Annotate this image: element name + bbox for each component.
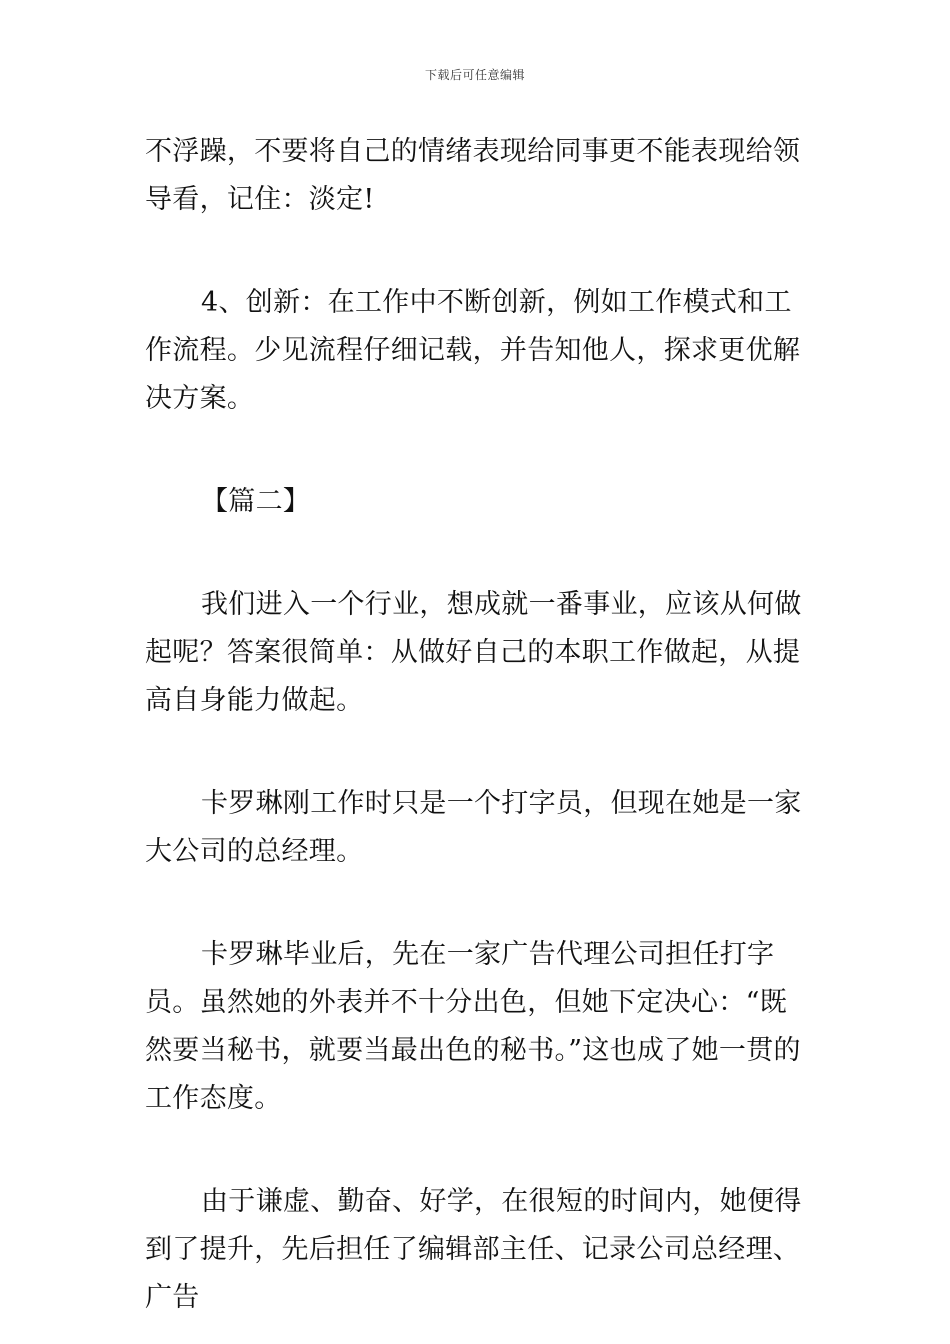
- paragraph-1: 不浮躁，不要将自己的情绪表现给同事更不能表现给领导看，记住：淡定!: [145, 136, 801, 215]
- paragraph-4: 卡罗琳刚工作时只是一个打字员，但现在她是一家大公司的总经理。: [145, 788, 802, 867]
- document-body: [145, 128, 810, 1322]
- section-heading: 【篇二】: [201, 486, 311, 517]
- paragraph-3: 我们进入一个行业，想成就一番事业，应该从何做起呢？答案很简单：从做好自己的本职工作做起，从提高自身能力做起。: [145, 589, 802, 716]
- paragraph-6: 由于谦虚、勤奋、好学，在很短的时间内，她便得到了提升，先后担任了编辑部主任、记录公司总经理、广告: [145, 1186, 802, 1313]
- paragraph-5: 卡罗琳毕业后，先在一家广告代理公司担任打字员。虽然她的外表并不十分出色，但她下定决心：“既然要当秘书，就要当最出色的秘书。”这也成了她一贯的工作态度。: [145, 939, 801, 1114]
- paragraph-2: 4、创新：在工作中不断创新，例如工作模式和工作流程。少见流程仔细记载，并告知他人，探求更优解决方案。: [145, 287, 801, 414]
- page-header: 下载后可任意编辑: [424, 68, 525, 82]
